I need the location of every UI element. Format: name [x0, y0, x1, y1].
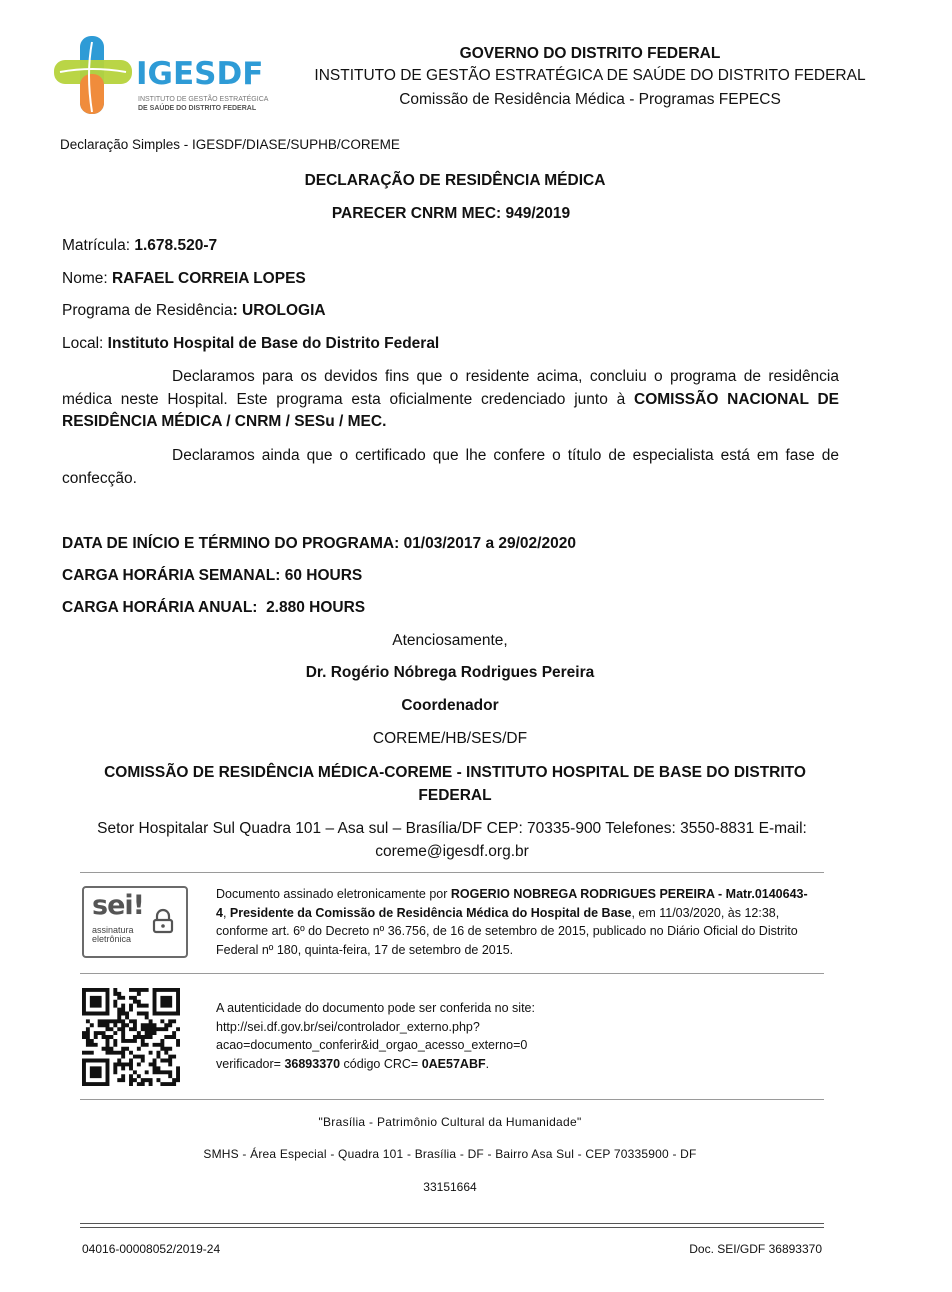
- verification-params: acao=documento_conferir&id_orgao_acesso_externo=0: [216, 1038, 528, 1052]
- header-government: GOVERNO DO DISTRITO FEDERAL: [459, 45, 721, 62]
- qr-code-icon: [82, 988, 180, 1086]
- signature-text: [216, 885, 816, 959]
- verification-codes: [216, 1055, 816, 1074]
- sei-stamp: [82, 886, 188, 958]
- sei-subtitle-1: assinatura: [92, 925, 134, 935]
- signature-suffix: , em 11/03/2020, às 12:38, conforme art. 6º do Decreto nº 36.756, de 16 de setembro de 2015, publicado no Diário Oficial do Distrito Federal nº 180, quinta-feira, 17 de setembro de 2015.: [216, 905, 798, 957]
- field-programa: [62, 301, 326, 321]
- nome-value: RAFAEL CORREIA LOPES: [111, 270, 306, 287]
- sei-subtitle: [92, 926, 134, 944]
- divider-middle: [80, 973, 824, 974]
- process-number: 04016-00008052/2019-24: [82, 1242, 221, 1256]
- signature-prefix: Documento assinado eletronicamente por: [216, 887, 451, 901]
- signer-role: Coordenador: [401, 697, 499, 714]
- matricula-value: 1.678.520-7: [134, 237, 218, 254]
- local-label: Local:: [62, 335, 108, 352]
- signer-name: Dr. Rogério Nóbrega Rodrigues Pereira: [305, 664, 595, 681]
- doc-reference: Doc. SEI/GDF 36893370: [689, 1242, 822, 1256]
- page-subtitle: PARECER CNRM MEC: 949/2019: [331, 205, 571, 222]
- address-line-2: coreme@igesdf.org.br: [375, 843, 529, 860]
- logo-text: IGESDF: [136, 56, 264, 92]
- signature-signer: ROGERIO NOBREGA RODRIGUES PEREIRA - Matr.0140643-4: [216, 887, 808, 920]
- weekly-hours: CARGA HORÁRIA SEMANAL: 60 HOURS: [62, 567, 363, 584]
- signer-unit: COREME/HB/SES/DF: [372, 730, 528, 747]
- commission-line-1: COMISSÃO DE RESIDÊNCIA MÉDICA-COREME - INSTITUTO HOSPITAL DE BASE DO DISTRITO: [104, 764, 806, 781]
- commission-line-2: FEDERAL: [418, 786, 492, 804]
- address-line-1: Setor Hospitalar Sul Quadra 101 – Asa sul – Brasília/DF CEP: 70335-900 Telefones: 3550-8831 E-mail:: [97, 820, 807, 837]
- verification-text: [216, 999, 816, 1073]
- crc-value: 0AE57ABF: [421, 1056, 486, 1071]
- field-nome: [62, 269, 306, 289]
- paragraph-certificate: Declaramos ainda que o certificado que lhe confere o título de especialista está em fase de confecção.: [62, 447, 839, 487]
- header-institute: INSTITUTO DE GESTÃO ESTRATÉGICA DE SAÚDE DO DISTRITO FEDERAL: [314, 67, 866, 84]
- logo-subtitle-2: DE SAÚDE DO DISTRITO FEDERAL: [138, 105, 257, 112]
- field-matricula: [62, 236, 217, 256]
- logo-subtitle-1: INSTITUTO DE GESTÃO ESTRATÉGICA: [138, 96, 269, 103]
- paragraph-credential-bold: COMISSÃO NACIONAL DE RESIDÊNCIA MÉDICA / CNRM / SESu / MEC.: [62, 390, 839, 430]
- igesdf-logo: [52, 34, 282, 120]
- verifier-value: 36893370: [284, 1056, 341, 1071]
- verification-line-1: A autenticidade do documento pode ser conferida no site:: [216, 1001, 535, 1015]
- local-value: Instituto Hospital de Base do Distrito Federal: [107, 335, 440, 352]
- footer-address: SMHS - Área Especial - Quadra 101 - Brasília - DF - Bairro Asa Sul - CEP 70335900 - DF: [203, 1147, 697, 1161]
- salutation: Atenciosamente,: [392, 632, 508, 649]
- commission-address: [52, 817, 852, 863]
- divider-top: [80, 872, 824, 873]
- signature-role: Presidente da Comissão de Residência Médica do Hospital de Base: [229, 905, 632, 920]
- verification-end: .: [485, 1056, 490, 1071]
- footer-quote: "Brasília - Patrimônio Cultural da Humanidade": [318, 1115, 582, 1129]
- paragraph-credential-text: Declaramos para os devidos fins que o residente acima, concluiu o programa de residência médica neste Hospital. Este programa esta oficialmente credenciado junto à: [62, 368, 839, 408]
- doc-type: Declaração Simples - IGESDF/DIASE/SUPHB/COREME: [60, 137, 400, 152]
- verifier-label: verificador=: [216, 1056, 285, 1071]
- paragraph-credential: [62, 366, 839, 434]
- crc-label: código CRC=: [340, 1056, 422, 1071]
- footer-phone: 33151664: [423, 1180, 477, 1194]
- lock-icon: [152, 908, 174, 934]
- verification-url: http://sei.df.gov.br/sei/controlador_externo.php?: [216, 1019, 480, 1034]
- header-commission: Comissão de Residência Médica - Programas FEPECS: [399, 91, 781, 108]
- programa-value: : UROLOGIA: [232, 302, 326, 319]
- nome-label: Nome:: [62, 270, 112, 287]
- sei-logo: sei!: [92, 890, 144, 921]
- commission-name: [60, 762, 850, 807]
- divider-bottom: [80, 1099, 824, 1100]
- page-title: DECLARAÇÃO DE RESIDÊNCIA MÉDICA: [304, 172, 606, 189]
- footer-double-rule: [80, 1223, 824, 1228]
- signature-sep: ,: [222, 905, 230, 920]
- sei-subtitle-2: eletrônica: [92, 934, 132, 944]
- programa-label: Programa de Residência: [62, 302, 233, 319]
- program-dates: DATA DE INÍCIO E TÉRMINO DO PROGRAMA: 01/03/2017 a 29/02/2020: [62, 535, 576, 552]
- matricula-label: Matrícula:: [62, 237, 135, 254]
- field-local: [62, 334, 439, 354]
- annual-hours: CARGA HORÁRIA ANUAL: 2.880 HOURS: [62, 599, 366, 616]
- header: [300, 43, 880, 111]
